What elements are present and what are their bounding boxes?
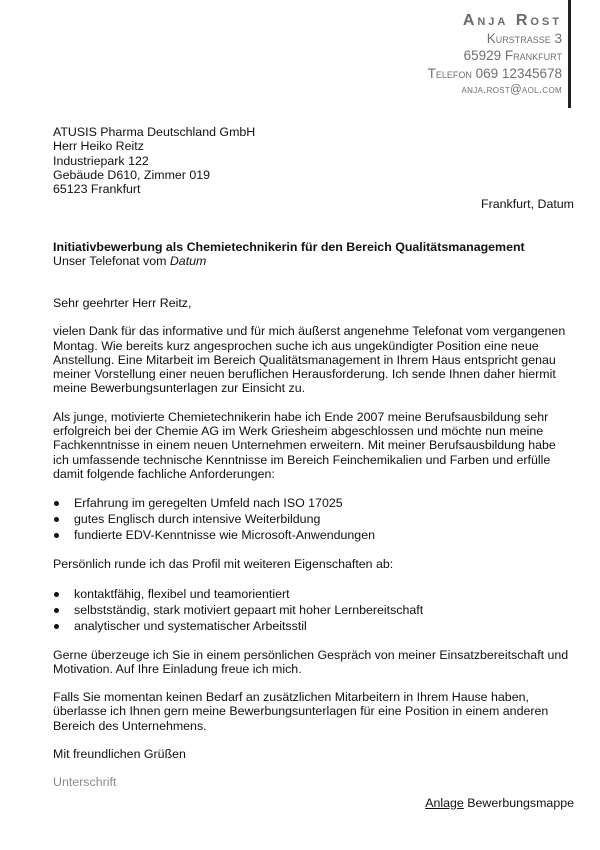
paragraph-interview: Gerne überzeuge ich Sie in einem persönlichen Gespräch von meiner Einsatzbereitschaft und Motivation. Auf Ihre Einladung freue ich mich. — [53, 647, 569, 676]
requirements-list — [53, 495, 569, 543]
recipient-building: Gebäude D610, Zimmer 019 — [53, 167, 211, 182]
list-item: analytischer und systematischer Arbeitsstil — [53, 618, 569, 634]
paragraph-intro: vielen Dank für das informative und für mich äußerst angenehme Telefonat vom vergangenen Montag. Wie bereits kurz angesprochen suche ich aus ungekündigter Position eine neue Anstellung. Eine Mitarbeit im Bereich Qualitätsmanagement in Ihrem Haus entspricht genau meiner Vorstellung einer neuen beruflichen Herausforderung. Ich sende Ihnen daher hiermit meine Bewerbungsunterlagen zur Einsicht zu. — [53, 324, 566, 396]
letter-body — [53, 296, 569, 804]
header-divider-line — [568, 0, 571, 108]
sender-name: Anja Rost — [462, 12, 562, 29]
sender-street: Kurstrasse 3 — [486, 30, 562, 46]
reference-prefix: Unser Telefonat vom — [53, 254, 170, 269]
enclosure-line — [425, 796, 574, 810]
recipient-company: ATUSIS Pharma Deutschland GmbH — [53, 125, 256, 139]
subject-title: Initiativbewerbung als Chemietechnikerin für den Bereich Qualitätsmanagement — [53, 240, 525, 254]
paragraph-personal: Persönlich runde ich das Profil mit weiteren Eigenschaften ab: — [53, 557, 394, 572]
closing-greeting: Mit freundlichen Grüßen — [53, 747, 186, 762]
subject-reference — [53, 254, 525, 268]
recipient-street: Industriepark 122 — [53, 153, 149, 168]
list-item: fundierte EDV-Kenntnisse wie Microsoft-Anwendungen — [53, 527, 569, 543]
subject-block — [53, 240, 525, 269]
reference-date: Datum — [169, 254, 207, 269]
list-item: Erfahrung im geregelten Umfeld nach ISO 17025 — [53, 495, 569, 511]
recipient-person: Herr Heiko Reitz — [53, 139, 144, 154]
qualities-list — [53, 586, 569, 634]
recipient-city: 65123 Frankfurt — [53, 182, 141, 197]
paragraph-qualification: Als junge, motivierte Chemietechnikerin habe ich Ende 2007 meine Berufsausbildung sehr erfolgreich bei der Chemie AG im Werk Griesheim abgeschlossen und möchte nun meine Fachkenntnisse in einem neuen Unternehmen erweitern. Mit meiner Berufsausbildung habe ich umfassende technische Kenntnisse im Bereich Feinchemikalien und Farben und erfülle damit folgende fachliche Anforderungen: — [53, 409, 556, 481]
signature-placeholder: Unterschrift — [53, 775, 117, 790]
list-item: kontaktfähig, flexibel und teamorientiert — [53, 586, 569, 602]
list-item: gutes Englisch durch intensive Weiterbildung — [53, 511, 569, 527]
paragraph-alternative: Falls Sie momentan keinen Bedarf an zusätzlichen Mitarbeitern in Ihrem Hause haben, überlasse ich Ihnen gern meine Bewerbungsunterlagen für eine Position in einem anderen Bereich des Unternehmens. — [53, 690, 549, 733]
sender-email: anja.rost@aol.com — [461, 84, 562, 96]
place-date: Frankfurt, Datum — [481, 197, 574, 211]
sender-address — [332, 12, 562, 100]
sender-phone: Telefon 069 12345678 — [427, 65, 562, 81]
list-item: selbstständig, stark motiviert gepaart mit hoher Lernbereitschaft — [53, 602, 569, 618]
enclosure-label: Anlage — [425, 796, 464, 810]
recipient-address — [53, 125, 255, 196]
sender-city: 65929 Frankfurt — [463, 48, 562, 63]
enclosure-text: Bewerbungsmappe — [463, 796, 574, 810]
salutation: Sehr geehrter Herr Reitz, — [53, 296, 192, 310]
